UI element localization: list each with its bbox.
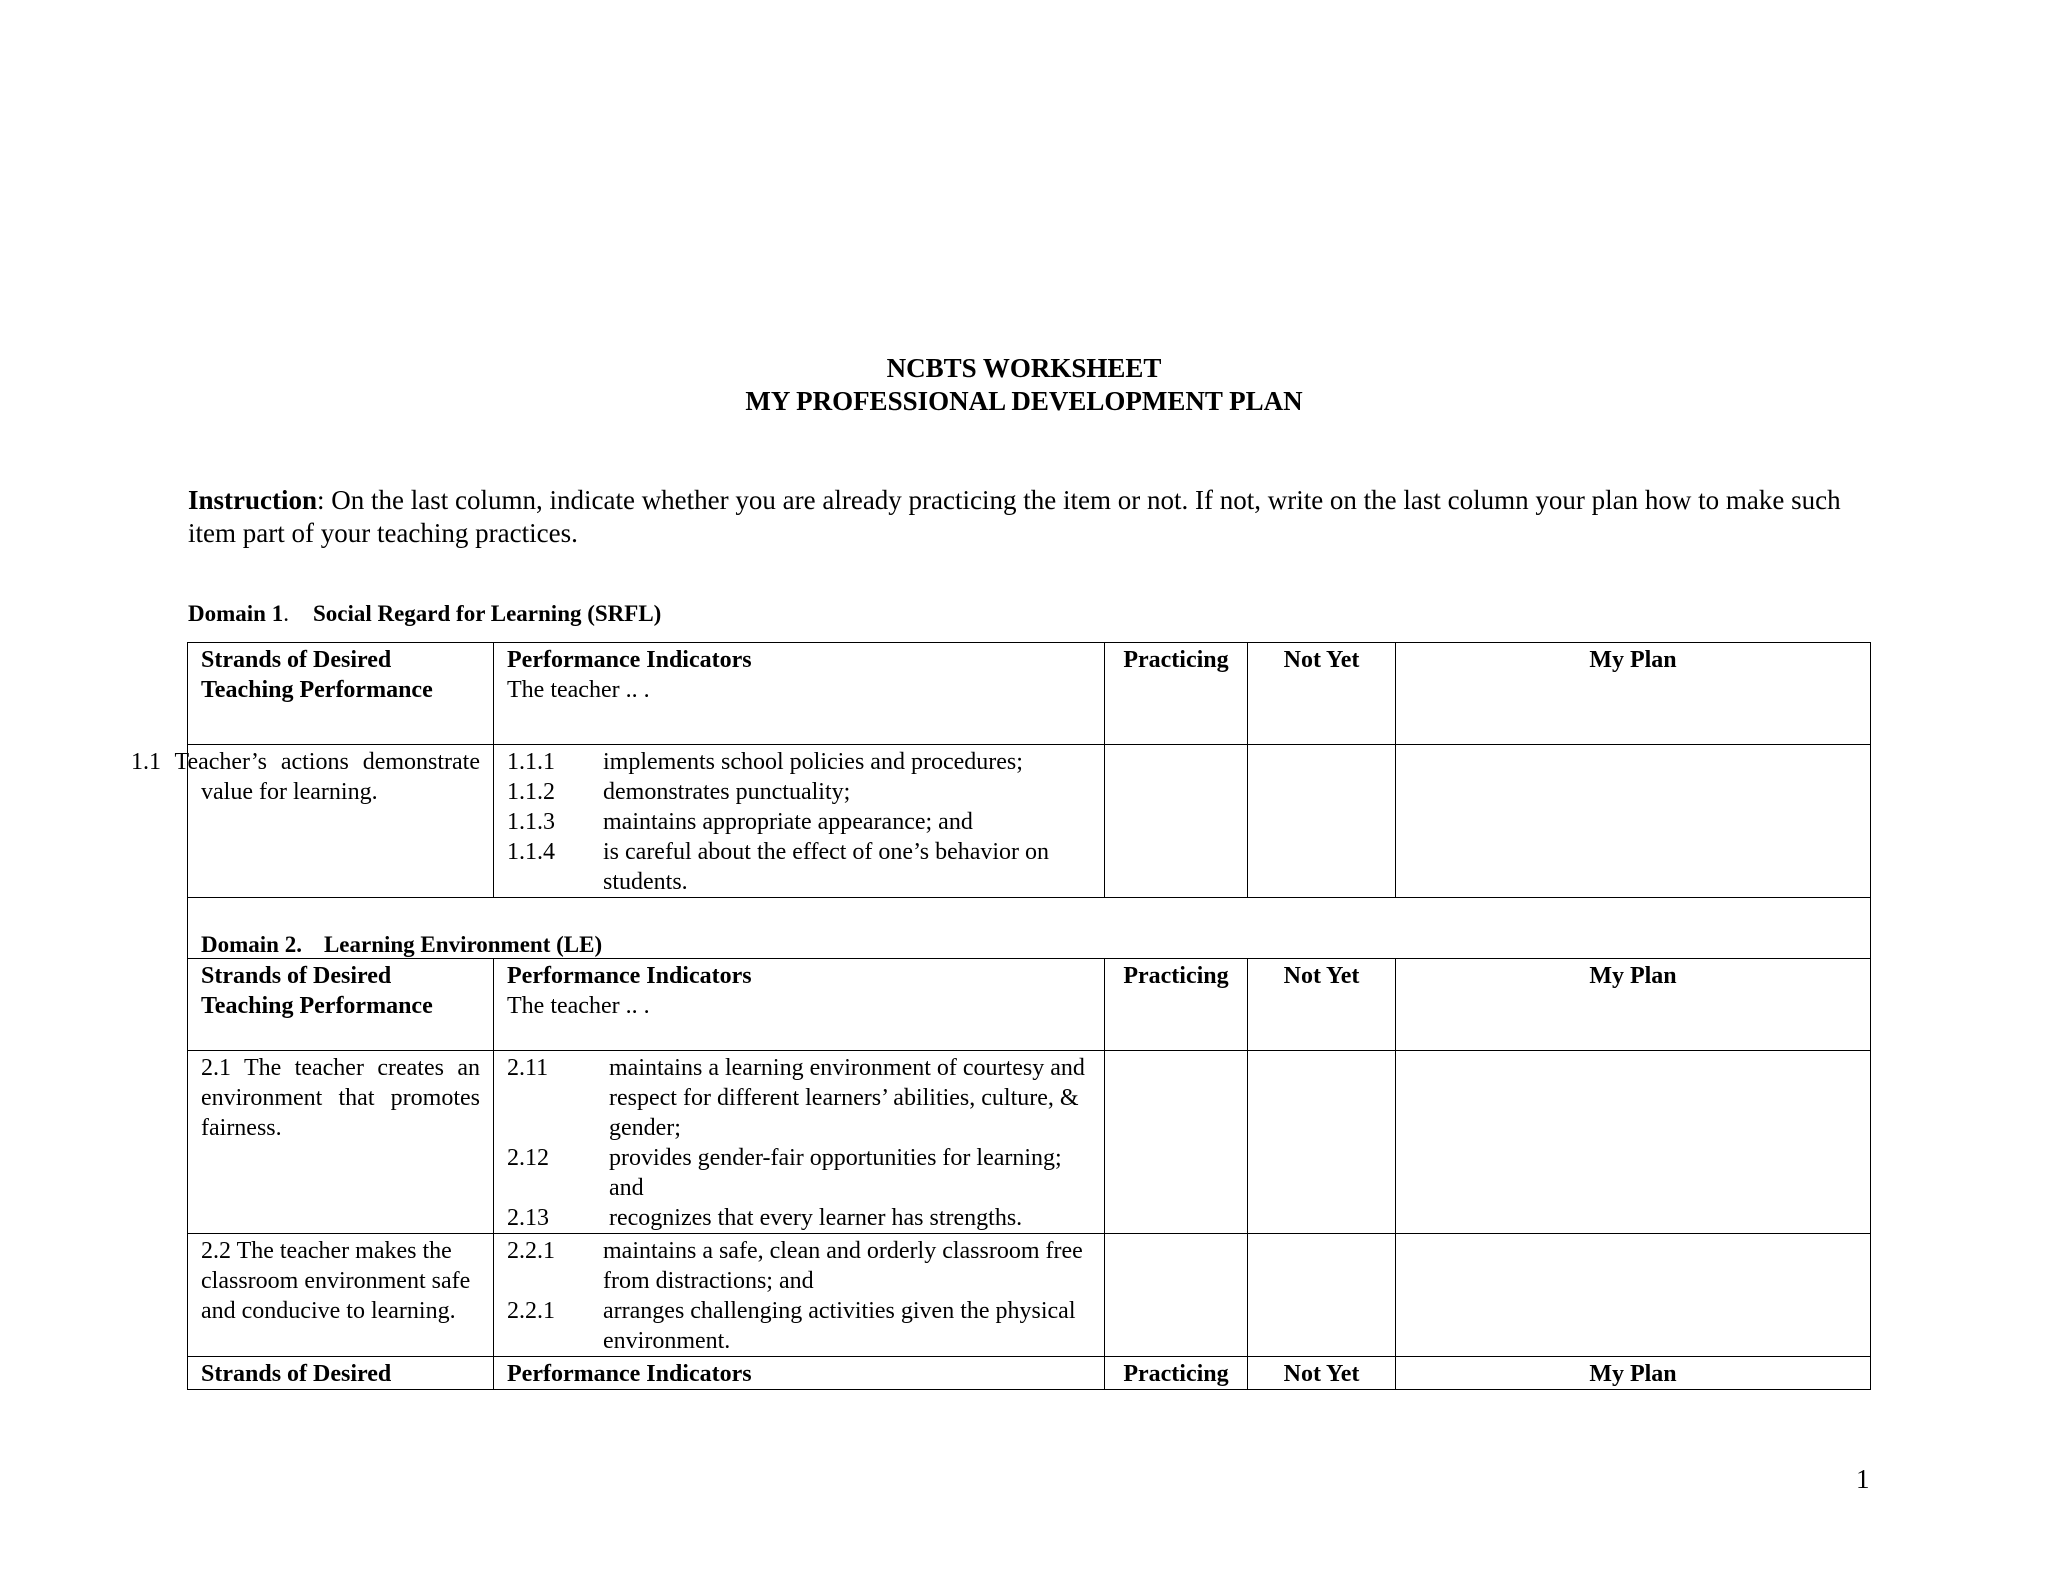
- domain-2-heading-row: [188, 898, 1871, 959]
- header-strands: Strands of Desired Teaching Performance: [188, 959, 494, 1051]
- header-practicing: Practicing: [1105, 643, 1248, 745]
- document-title: [0, 352, 2048, 418]
- not-yet-input-cell[interactable]: [1248, 1234, 1396, 1357]
- table-header-row: [188, 643, 1871, 745]
- table-header-row: [188, 959, 1871, 1051]
- table-row: [188, 1051, 1871, 1234]
- table-row: [188, 1234, 1871, 1357]
- my-plan-input-cell[interactable]: [1396, 1234, 1871, 1357]
- practicing-input-cell[interactable]: [1105, 745, 1248, 898]
- indicator-item: 2.2.1 arranges challenging activities given the physical environment.: [507, 1298, 1076, 1354]
- domain-1-label: Domain 1: [188, 601, 284, 626]
- header-not-yet: Not Yet: [1248, 959, 1396, 1051]
- header-practicing: Practicing: [1105, 1357, 1248, 1390]
- header-strands: Strands of Desired Teaching Performance: [188, 643, 494, 745]
- my-plan-input-cell[interactable]: [1396, 1051, 1871, 1234]
- header-my-plan: My Plan: [1396, 643, 1871, 745]
- my-plan-input-cell[interactable]: [1396, 745, 1871, 898]
- header-not-yet: Not Yet: [1248, 1357, 1396, 1390]
- page-number: 1: [1856, 1464, 1870, 1494]
- strand-cell: 2.1 The teacher creates an environment that promotes fairness.: [188, 1051, 494, 1234]
- indicator-item: 2.11 maintains a learning environment of courtesy and respect for different learners’ abilities, culture, & gender;: [507, 1055, 1085, 1141]
- indicators-cell: [494, 1234, 1105, 1357]
- indicator-item: 1.1.4 is careful about the effect of one’s behavior on students.: [507, 839, 1050, 895]
- table-row: [188, 745, 1871, 898]
- instruction-lead: Instruction: [188, 485, 318, 515]
- strand-cell: 1.1 Teacher’s actions demonstrate value for learning.: [188, 745, 494, 898]
- instruction-paragraph: [188, 484, 1878, 550]
- title-line-2: MY PROFESSIONAL DEVELOPMENT PLAN: [745, 386, 1303, 416]
- indicators-cell: [494, 745, 1105, 898]
- table-header-row-continued: [188, 1357, 1871, 1390]
- header-indicators: Performance Indicators The teacher .. .: [494, 643, 1105, 745]
- title-line-1: NCBTS WORKSHEET: [886, 353, 1162, 383]
- header-indicators: Performance Indicators The teacher .. .: [494, 959, 1105, 1051]
- header-my-plan: My Plan: [1396, 959, 1871, 1051]
- indicator-item: 2.12 provides gender-fair opportunities for learning; and: [507, 1145, 1062, 1201]
- domain-2-name: Learning Environment (LE): [323, 932, 603, 957]
- domain-1-dot: .: [283, 601, 289, 626]
- domain-1-name: Social Regard for Learning (SRFL): [312, 601, 662, 626]
- strand-cell: 2.2 The teacher makes the classroom environment safe and conducive to learning.: [188, 1234, 494, 1357]
- indicator-item: 2.2.1 maintains a safe, clean and orderly classroom free from distractions; and: [507, 1238, 1083, 1294]
- header-practicing: Practicing: [1105, 959, 1248, 1051]
- domain-2-heading-cell: [188, 898, 1871, 959]
- domain-2-label: Domain 2.: [201, 932, 302, 957]
- domain-2-heading: [201, 932, 1857, 958]
- indicators-cell: [494, 1051, 1105, 1234]
- header-my-plan: My Plan: [1396, 1357, 1871, 1390]
- indicator-item: 1.1.1 implements school policies and procedures;: [507, 749, 1023, 775]
- header-not-yet: Not Yet: [1248, 643, 1396, 745]
- practicing-input-cell[interactable]: [1105, 1051, 1248, 1234]
- not-yet-input-cell[interactable]: [1248, 1051, 1396, 1234]
- domain-1-heading: [188, 599, 661, 629]
- not-yet-input-cell[interactable]: [1248, 745, 1396, 898]
- worksheet-table: [131, 642, 1871, 1390]
- indicator-item: 1.1.3 maintains appropriate appearance; and: [507, 809, 973, 835]
- indicator-item: 1.1.2 demonstrates punctuality;: [507, 779, 851, 805]
- indicator-item: 2.13 recognizes that every learner has strengths.: [507, 1205, 1023, 1231]
- header-indicators: Performance Indicators: [494, 1357, 1105, 1390]
- instruction-text: : On the last column, indicate whether you are already practicing the item or not. If not, write on the last column your plan how to make such item part of your teaching practices.: [188, 485, 1841, 548]
- header-strands: Strands of Desired: [188, 1357, 494, 1390]
- practicing-input-cell[interactable]: [1105, 1234, 1248, 1357]
